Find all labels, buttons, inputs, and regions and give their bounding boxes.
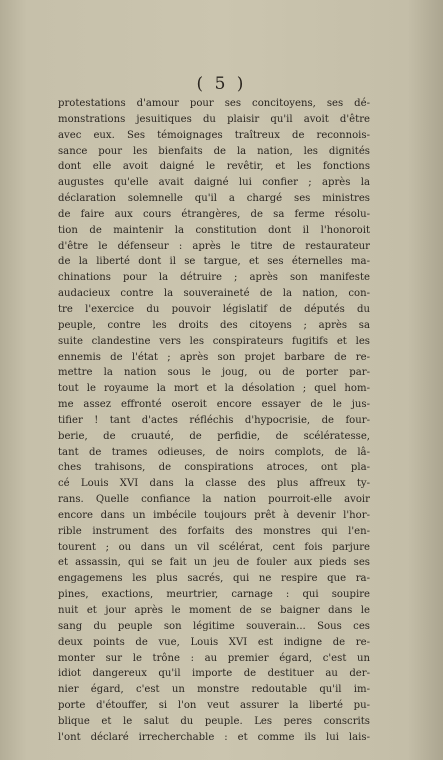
text-line: tout le royaume la mort et la désolation ; quel hom-	[58, 383, 370, 395]
text-line: l'ont déclaré irrecherchable : et comme ils lui lais-	[58, 731, 370, 743]
text-line: dont elle avoit daigné le revêtir, et les fonctions	[58, 161, 370, 173]
text-line: tion de maintenir la constitution dont il l'honoroit	[58, 224, 370, 236]
text-line: tourent ; ou dans un vil scélérat, cent fois parjure	[58, 541, 370, 553]
text-line: augustes qu'elle avait daigné lui confier ; après la	[58, 177, 370, 189]
text-line: porte d'étouffer, si l'on veut assurer la liberté pu-	[58, 700, 370, 712]
text-line: tre l'exercice du pouvoir législatif de députés du	[58, 303, 370, 315]
text-line: déclaration solemnelle qu'il a chargé ses ministres	[58, 193, 370, 205]
text-line: suite clandestine vers les conspirateurs fugitifs et les	[58, 335, 370, 347]
text-line: nuit et jour après le moment de se baigner dans le	[58, 605, 370, 616]
text-line: nier égard, c'est un monstre redoutable qu'il im-	[58, 684, 370, 696]
text-line: idiot dangereux qu'il importe de destituer au der-	[58, 668, 370, 680]
text-line: avec eux. Ses témoignages traîtreux de reconnois-	[58, 129, 370, 141]
text-line: engagemens les plus sacrés, qui ne respire que ra-	[58, 573, 370, 585]
text-line: rible instrument des forfaits des monstres qui l'en-	[58, 525, 370, 537]
text-line: deux points de vue, Louis XVI est indigne de re-	[58, 636, 370, 648]
text-line: chinations pour la détruire ; après son manifeste	[58, 272, 370, 284]
text-line: tifier ! tant d'actes réfléchis d'hypocrisie, de four-	[58, 414, 370, 426]
text-line: protestations d'amour pour ses concitoyens, ses dé-	[58, 98, 370, 109]
text-line: de faire aux cours étrangères, de sa ferme résolu-	[58, 208, 370, 220]
text-line: peuple, contre les droits des citoyens ; après sa	[58, 319, 370, 331]
text-line: monter sur le trône : au premier égard, c'est un	[58, 652, 370, 664]
text-line: tant de trames odieuses, de noirs complots, de lâ-	[58, 446, 370, 458]
text-line: ennemis de l'état ; après son projet barbare de re-	[58, 351, 370, 363]
text-line: sance pour les bienfaits de la nation, les dignités	[58, 145, 370, 157]
text-line: rans. Quelle confiance la nation pourroit-elle avoir	[58, 494, 370, 506]
text-line: d'être le défenseur : après le titre de restaurateur	[58, 240, 370, 252]
page-number: ( 5 )	[196, 74, 247, 94]
text-line: et assassin, qui se fait un jeu de fouler aux pieds ses	[58, 557, 370, 569]
text-line: audacieux contre la souveraineté de la nation, con-	[58, 288, 370, 300]
text-line: encore dans un imbécile toujours prêt à devenir l'hor-	[58, 509, 370, 521]
text-line: mettre la nation sous le joug, ou de porter par-	[58, 367, 370, 379]
text-line: sang du peuple son légitime souverain... Sous ces	[58, 620, 370, 632]
text-line: blique et le salut du peuple. Les peres conscrits	[58, 715, 370, 727]
body-text	[58, 96, 370, 746]
text-line: pines, exactions, meurtrier, carnage : qui soupire	[58, 589, 370, 601]
text-line: de la liberté dont il se targue, et ses éternelles ma-	[58, 256, 370, 268]
text-line: me assez effronté oseroit encore essayer de le jus-	[58, 399, 370, 411]
text-line: cé Louis XVI dans la classe des plus affreux ty-	[58, 478, 370, 490]
text-line: monstrations jesuitiques du plaisir qu'il avoit d'être	[58, 113, 370, 125]
text-line: ches trahisons, de conspirations atroces, ont pla-	[58, 462, 370, 474]
text-line: berie, de cruauté, de perfidie, de scélératesse,	[58, 430, 370, 442]
